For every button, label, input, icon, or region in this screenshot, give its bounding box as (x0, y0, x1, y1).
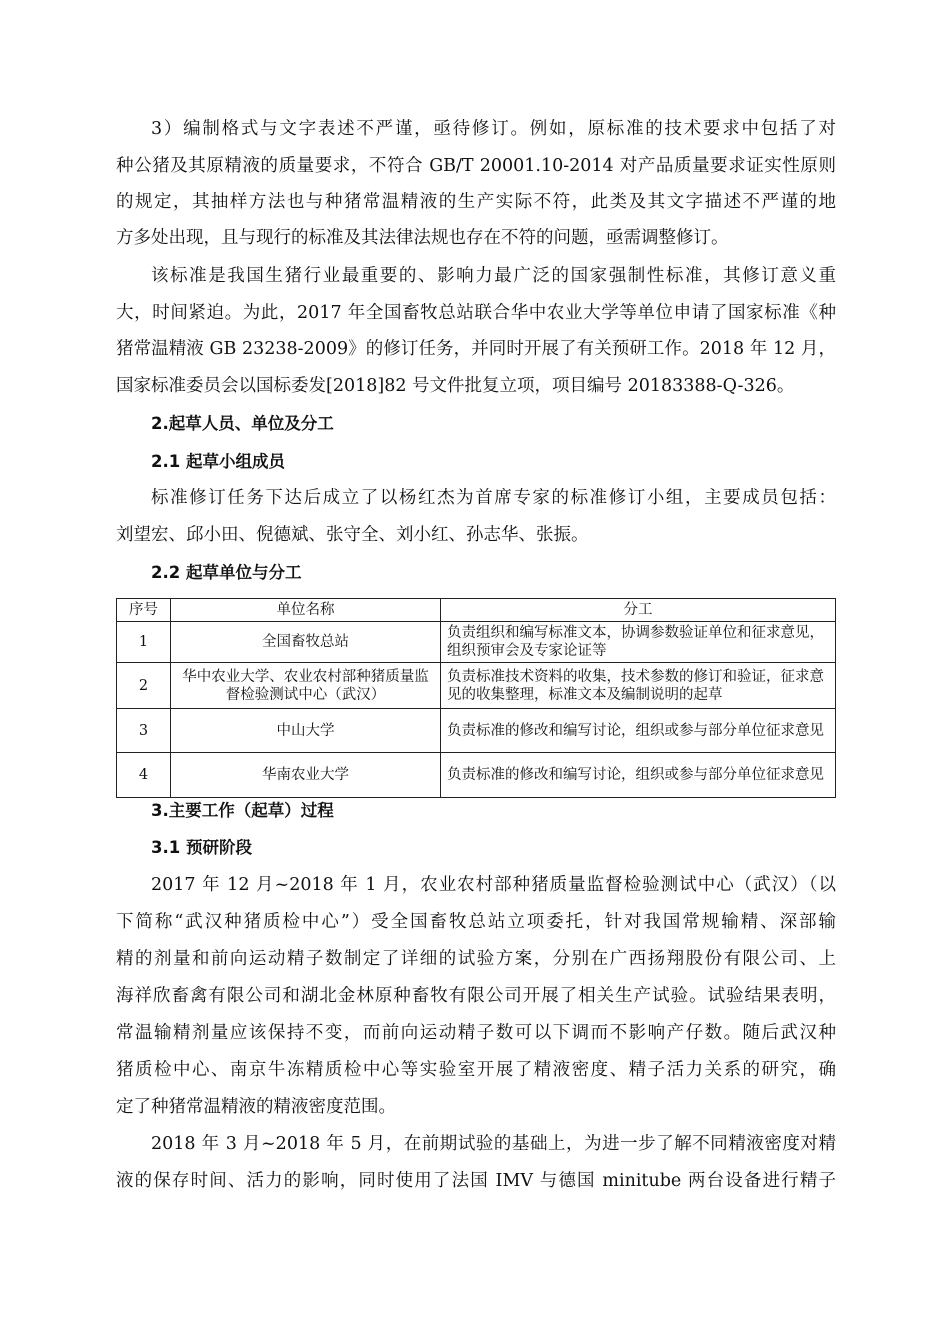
section-heading: 3.1 预研阶段 (151, 838, 252, 857)
paragraph-line: 刘望宏、邱小田、倪德斌、张守全、刘小红、孙志华、张振。 (116, 525, 589, 545)
paragraph-line: 海祥欣畜禽有限公司和湖北金林原种畜牧有限公司开展了相关生产试验。试验结果表明， (116, 986, 836, 1006)
unit-name-cell: 华南农业大学 (171, 753, 441, 798)
table-header-row (117, 599, 836, 622)
duty-cell: 负责标准的修改和编写讨论，组织或参与部分单位征求意见 (441, 709, 836, 753)
paragraph-line: 2018 年 3 月~2018 年 5 月，在前期试验的基础上，为进一步了解不同精液密度对精 (151, 1134, 836, 1154)
paragraph-line: 2017 年 12 月~2018 年 1 月，农业农村部种猪质量监督检验测试中心（武汉）（以 (151, 875, 836, 895)
row-index-cell: 1 (117, 622, 171, 663)
paragraph-line: 3）编制格式与文字表述不严谨，亟待修订。例如，原标准的技术要求中包括了对 (151, 119, 836, 139)
paragraph-line: 液的保存时间、活力的影响，同时使用了法国 IMV 与德国 minitube 两台设备进行精子 (116, 1171, 836, 1191)
unit-name-cell: 中山大学 (171, 709, 441, 753)
table-row (117, 753, 836, 798)
paragraph-line: 精的剂量和前向运动精子数制定了详细的试验方案，分别在广西扬翔股份有限公司、上 (116, 949, 836, 969)
header-duty: 分工 (441, 599, 836, 622)
paragraph-line: 标准修订任务下达后成立了以杨红杰为首席专家的标准修订小组，主要成员包括： (151, 488, 836, 508)
section-heading: 2.1 起草小组成员 (151, 452, 285, 471)
paragraph-line: 猪质检中心、南京牛冻精质检中心等实验室开展了精液密度、精子活力关系的研究，确 (116, 1060, 836, 1080)
section-heading: 3.主要工作（起草）过程 (151, 801, 334, 820)
row-index-cell: 4 (117, 753, 171, 798)
duty-cell: 负责标准技术资料的收集，技术参数的修订和验证，征求意见的收集整理，标准文本及编制说明的起草 (441, 663, 836, 709)
header-unit-name: 单位名称 (171, 599, 441, 622)
duty-cell: 负责组织和编写标准文本，协调参数验证单位和征求意见，组织预审会及专家论证等 (441, 622, 836, 663)
paragraph-line: 国家标准委员会以国标委发[2018]82 号文件批复立项，项目编号 20183388-Q-326。 (116, 376, 795, 396)
paragraph-line: 方多处出现，且与现行的标准及其法律法规也存在不符的问题，亟需调整修订。 (116, 228, 729, 248)
unit-name-cell: 全国畜牧总站 (171, 622, 441, 663)
paragraph-line: 猪常温精液 GB 23238-2009》的修订任务，并同时开展了有关预研工作。2018 年 12 月， (116, 339, 836, 359)
table-row (117, 622, 836, 663)
table-row (117, 709, 836, 753)
drafting-units-table (116, 598, 836, 798)
duty-cell: 负责标准的修改和编写讨论，组织或参与部分单位征求意见 (441, 753, 836, 798)
unit-name-cell: 华中农业大学、农业农村部种猪质量监督检验测试中心（武汉） (171, 663, 441, 709)
paragraph-line: 定了种猪常温精液的精液密度范围。 (116, 1097, 396, 1117)
paragraph-line: 该标准是我国生猪行业最重要的、影响力最广泛的国家强制性标准，其修订意义重 (151, 266, 836, 286)
row-index-cell: 3 (117, 709, 171, 753)
header-index: 序号 (117, 599, 171, 622)
section-heading: 2.2 起草单位与分工 (151, 563, 302, 582)
paragraph-line: 大，时间紧迫。为此，2017 年全国畜牧总站联合华中农业大学等单位申请了国家标准《种 (116, 303, 836, 323)
paragraph-line: 常温输精剂量应该保持不变，而前向运动精子数可以下调而不影响产仔数。随后武汉种 (116, 1023, 836, 1043)
paragraph-line: 的规定，其抽样方法也与种猪常温精液的生产实际不符，此类及其文字描述不严谨的地 (116, 192, 836, 212)
table-row (117, 663, 836, 709)
row-index-cell: 2 (117, 663, 171, 709)
paragraph-line: 下简称“武汉种猪质检中心”）受全国畜牧总站立项委托，针对我国常规输精、深部输 (116, 912, 836, 932)
section-heading: 2.起草人员、单位及分工 (151, 414, 334, 433)
paragraph-line: 种公猪及其原精液的质量要求，不符合 GB/T 20001.10-2014 对产品质量要求证实性原则 (116, 156, 836, 176)
